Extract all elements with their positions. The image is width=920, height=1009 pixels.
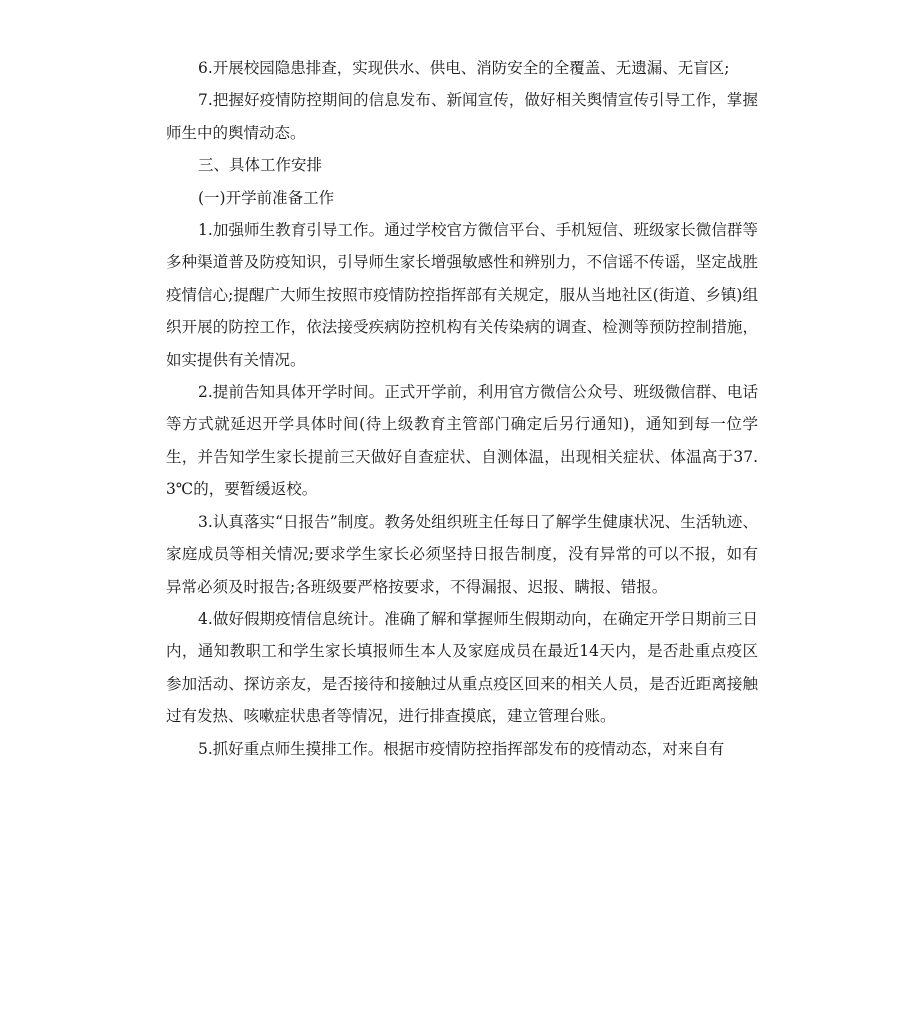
section-heading: 三、具体工作安排 [198, 156, 323, 175]
paragraph-item-1: 1.加强师生教育引导工作。通过学校官方微信平台、手机短信、班级家长微信群等多种渠道普及防疫知识，引导师生家长增强敏感性和辨别力，不信谣不传谣，坚定战胜疫情信心;提醒广大师生按照市疫情防控指挥部有关规定，服从当地社区(街道、乡镇)组织开展的防控工作，依法接受疾病防控机构有关传染病的调查、检测等预防控制措施，如实提供有关情况。 [166, 221, 758, 369]
subsection-heading: (一)开学前准备工作 [198, 188, 335, 207]
paragraph-item-5: 5.抓好重点师生摸排工作。根据市疫情防控指挥部发布的疫情动态，对来自有 [198, 739, 725, 758]
paragraph-item-6: 6.开展校园隐患排查，实现供水、供电、消防安全的全覆盖、无遗漏、无盲区; [198, 59, 730, 77]
paragraph-item-4: 4.做好假期疫情信息统计。准确了解和掌握师生假期动向，在确定开学日期前三日内，通知教职工和学生家长填报师生本人及家庭成员在最近14天内，是否赴重点疫区参加活动、探访亲友，是否接待和接触过从重点疫区回来的相关人员，是否近距离接触过有发热、咳嗽症状患者等情况，进行排查摸底，建立管理台账。 [166, 609, 758, 726]
paragraph-item-7: 7.把握好疫情防控期间的信息发布、新闻宣传，做好相关舆情宣传引导工作，掌握师生中的舆情动态。 [166, 91, 758, 142]
paragraph-item-2: 2.提前告知具体开学时间。正式开学前，利用官方微信公众号、班级微信群、电话等方式就延迟开学具体时间(待上级教育主管部门确定后另行通知)，通知到每一位学生，并告知学生家长提前三天做好自查症状、自测体温，出现相关症状、体温高于37.3℃的，要暂缓返校。 [166, 383, 758, 499]
paragraph-item-3: 3.认真落实“日报告”制度。教务处组织班主任每日了解学生健康状况、生活轨迹、家庭成员等相关情况;要求学生家长必须坚持日报告制度，没有异常的可以不报，如有异常必须及时报告;各班级要严格按要求，不得漏报、迟报、瞒报、错报。 [166, 512, 758, 596]
document-body [166, 52, 758, 765]
